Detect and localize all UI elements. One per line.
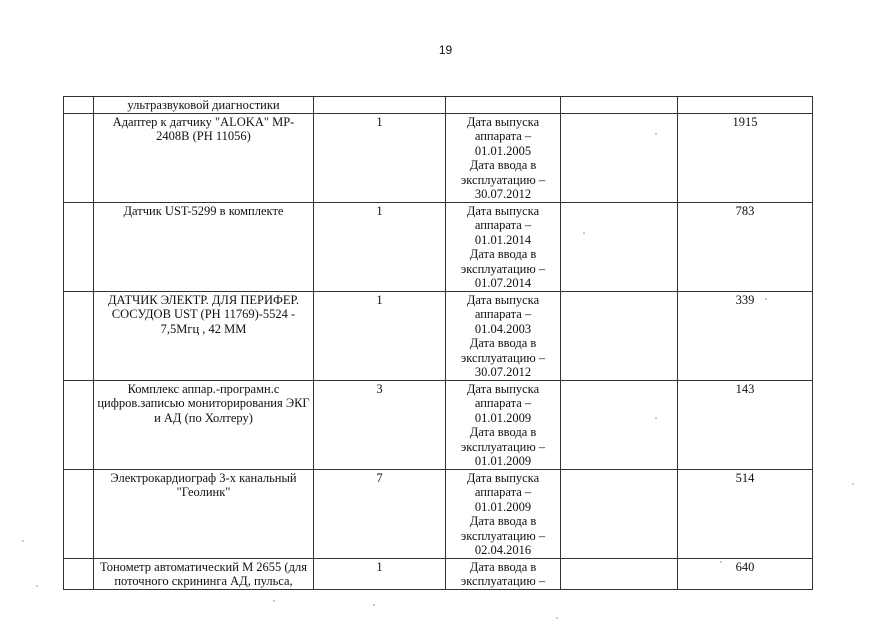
cell-name: Комплекс аппар.-програмн.с цифров.записью мониторирования ЭКГ и АД (по Холтеру) — [94, 380, 314, 469]
cell-quantity: 1 — [314, 291, 446, 380]
cell-name: Адаптер к датчику "ALOKA" MP-2408B (PH 11056) — [94, 113, 314, 202]
date-line: 30.07.2012 — [474, 365, 532, 379]
cell-number — [64, 291, 94, 380]
date-line: 01.01.2014 — [474, 232, 532, 247]
cell-empty — [561, 558, 678, 589]
date-line: 01.01.2005 — [474, 143, 532, 158]
cell-dates — [446, 558, 561, 589]
date-line: эксплуатацию – — [460, 261, 546, 276]
cell-dates — [446, 113, 561, 202]
date-line: эксплуатацию – — [460, 350, 546, 365]
cell-quantity: 1 — [314, 202, 446, 291]
cell-empty — [561, 202, 678, 291]
cell-name: Тонометр автоматический М 2655 (для поточного скрининга АД, пульса, — [94, 558, 314, 589]
cell-empty — [561, 380, 678, 469]
cell-amount: 783 — [678, 202, 813, 291]
cell-amount — [678, 97, 813, 114]
date-line: 02.04.2016 — [474, 543, 532, 557]
table-row — [64, 380, 813, 469]
date-line: 30.07.2012 — [474, 187, 532, 201]
table-row — [64, 469, 813, 558]
cell-dates — [446, 291, 561, 380]
cell-amount: 640 — [678, 558, 813, 589]
table-row — [64, 113, 813, 202]
date-line: Дата выпуска — [466, 114, 540, 129]
date-line: Дата ввода в — [469, 158, 537, 172]
cell-dates — [446, 380, 561, 469]
table-row — [64, 558, 813, 589]
date-line: Дата ввода в — [469, 336, 537, 350]
cell-number — [64, 113, 94, 202]
cell-name: Датчик UST-5299 в комплекте — [94, 202, 314, 291]
date-line: аппарата – — [474, 218, 532, 232]
cell-empty — [561, 469, 678, 558]
table-row — [64, 202, 813, 291]
cell-quantity: 7 — [314, 469, 446, 558]
date-line: Дата выпуска — [466, 203, 540, 218]
cell-number — [64, 469, 94, 558]
date-line: 01.01.2009 — [474, 499, 532, 514]
date-line: 01.01.2009 — [474, 410, 532, 425]
date-line: эксплуатацию – — [460, 172, 546, 187]
date-line: 01.04.2003 — [474, 321, 532, 336]
cell-number — [64, 202, 94, 291]
cell-quantity — [314, 97, 446, 114]
date-line: Дата выпуска — [466, 470, 540, 485]
date-line: эксплуатацию – — [460, 574, 546, 588]
cell-number — [64, 380, 94, 469]
cell-dates — [446, 202, 561, 291]
cell-quantity: 1 — [314, 558, 446, 589]
table-row — [64, 291, 813, 380]
cell-amount: 339 — [678, 291, 813, 380]
cell-quantity: 1 — [314, 113, 446, 202]
date-line: Дата выпуска — [466, 381, 540, 396]
date-line: 01.07.2014 — [474, 276, 532, 290]
date-line: аппарата – — [474, 307, 532, 321]
cell-number — [64, 97, 94, 114]
date-line: Дата ввода в — [469, 559, 537, 574]
date-line: Дата ввода в — [469, 425, 537, 439]
cell-name: Электрокардиограф 3-х канальный "Геолинк" — [94, 469, 314, 558]
date-line: аппарата – — [474, 129, 532, 143]
cell-number — [64, 558, 94, 589]
equipment-table — [63, 96, 813, 590]
cell-name: ДАТЧИК ЭЛЕКТР. ДЛЯ ПЕРИФЕР. СОСУДОВ UST (PH 11769)-5524 - 7,5Мгц , 42 ММ — [94, 291, 314, 380]
cell-dates — [446, 469, 561, 558]
cell-empty — [561, 97, 678, 114]
date-line: аппарата – — [474, 485, 532, 499]
cell-dates — [446, 97, 561, 114]
cell-amount: 143 — [678, 380, 813, 469]
date-line: 01.01.2009 — [474, 454, 532, 468]
cell-empty — [561, 291, 678, 380]
cell-amount: 514 — [678, 469, 813, 558]
cell-empty — [561, 113, 678, 202]
table-row-continuation — [64, 97, 813, 114]
date-line: Дата ввода в — [469, 514, 537, 528]
date-line: Дата выпуска — [466, 292, 540, 307]
cell-amount: 1915 — [678, 113, 813, 202]
cell-name: ультразвуковой диагностики — [94, 97, 314, 114]
cell-quantity: 3 — [314, 380, 446, 469]
date-line: аппарата – — [474, 396, 532, 410]
date-line: Дата ввода в — [469, 247, 537, 261]
page-number: 19 — [438, 43, 453, 57]
date-line: эксплуатацию – — [460, 439, 546, 454]
date-line: эксплуатацию – — [460, 528, 546, 543]
